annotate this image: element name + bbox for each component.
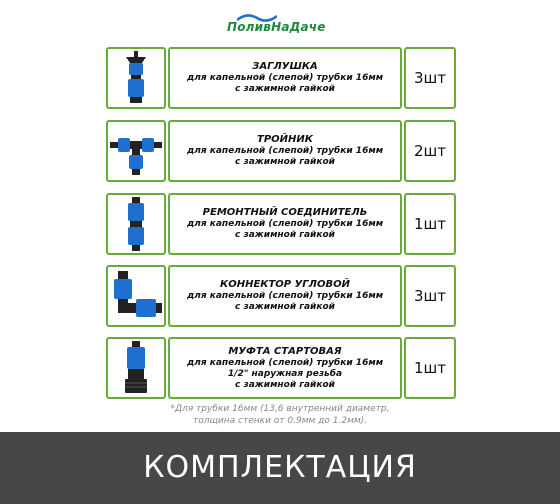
item-qty: 1шт bbox=[413, 215, 446, 233]
item-desc-line: для капельной (слепой) трубки 16мм bbox=[186, 357, 384, 368]
item-desc-line: с зажимной гайкой bbox=[235, 230, 335, 240]
item-image-cell bbox=[106, 47, 166, 109]
item-desc-line: с зажимной гайкой bbox=[235, 379, 335, 390]
item-description-cell bbox=[168, 120, 402, 182]
item-description-cell bbox=[168, 193, 402, 255]
item-qty: 3шт bbox=[413, 287, 446, 305]
footnote-line: толщина стенки от 0.9мм до 1.2мм). bbox=[192, 416, 368, 426]
item-name: РЕМОНТНЫЙ СОЕДИНИТЕЛЬ bbox=[202, 207, 368, 218]
item-qty-cell bbox=[404, 120, 456, 182]
item-qty-cell bbox=[404, 193, 456, 255]
item-qty-cell bbox=[404, 337, 456, 399]
item-name: ТРОЙНИК bbox=[257, 134, 313, 145]
item-name: ЗАГЛУШКА bbox=[252, 61, 318, 72]
item-desc-line: с зажимной гайкой bbox=[235, 157, 335, 167]
brand-name: ПоливНаДаче bbox=[227, 20, 326, 34]
footnote-line: *Для трубки 16мм (13,6 внутренний диаметр, bbox=[170, 404, 390, 414]
item-name: КОННЕКТОР УГЛОВОЙ bbox=[220, 279, 350, 290]
item-row-4 bbox=[106, 265, 456, 327]
start-coupling-icon bbox=[108, 339, 164, 397]
item-row-1 bbox=[106, 47, 456, 109]
item-qty: 3шт bbox=[413, 69, 446, 87]
item-row-2 bbox=[106, 120, 456, 182]
item-description-cell bbox=[168, 337, 402, 399]
banner-title: КОМПЛЕКТАЦИЯ bbox=[143, 450, 417, 485]
item-image-cell bbox=[106, 337, 166, 399]
item-desc-line: с зажимной гайкой bbox=[235, 84, 335, 94]
item-desc-line: для капельной (слепой) трубки 16мм bbox=[186, 146, 384, 156]
item-image-cell bbox=[106, 193, 166, 255]
footnote bbox=[150, 403, 410, 427]
item-desc-line: для капельной (слепой) трубки 16мм bbox=[186, 73, 384, 83]
item-desc-line: для капельной (слепой) трубки 16мм bbox=[186, 219, 384, 229]
item-row-3 bbox=[106, 193, 456, 255]
end-plug-icon bbox=[108, 49, 164, 107]
item-description-cell bbox=[168, 47, 402, 109]
banner bbox=[0, 432, 560, 504]
item-image-cell bbox=[106, 265, 166, 327]
item-qty-cell bbox=[404, 47, 456, 109]
item-image-cell bbox=[106, 120, 166, 182]
item-qty: 2шт bbox=[413, 142, 446, 160]
tee-connector-icon bbox=[108, 122, 164, 180]
repair-coupling-icon bbox=[108, 195, 164, 253]
item-name: МУФТА СТАРТОВАЯ bbox=[228, 345, 342, 357]
item-desc-line: с зажимной гайкой bbox=[235, 302, 335, 312]
elbow-connector-icon bbox=[108, 267, 164, 325]
item-qty-cell bbox=[404, 265, 456, 327]
item-row-5 bbox=[106, 337, 456, 399]
item-desc-line: для капельной (слепой) трубки 16мм bbox=[186, 291, 384, 301]
brand-logo bbox=[227, 18, 337, 38]
item-desc-line: 1/2" наружная резьба bbox=[227, 368, 343, 379]
item-description-cell bbox=[168, 265, 402, 327]
item-qty: 1шт bbox=[413, 359, 446, 377]
